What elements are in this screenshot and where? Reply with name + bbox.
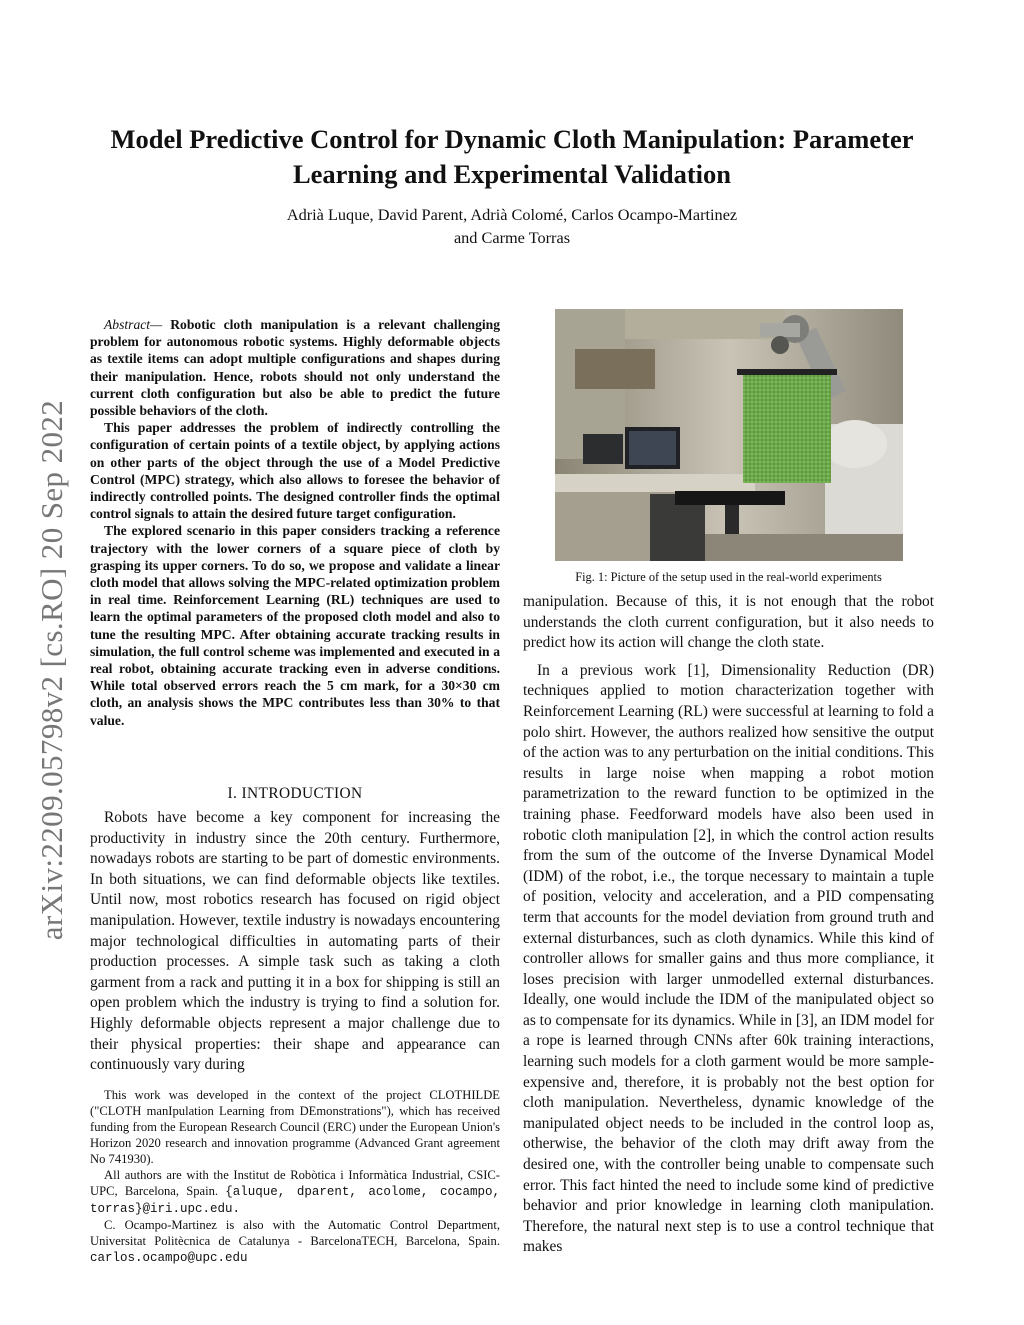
- abstract-text-1: Robotic cloth manipulation is a relevant challenging problem for autonomous robotic systems. Highly deformable objects as textile items can adopt multiple configurations and shapes during their manipulation. Hence, robots should not only understand the current cloth configuration but also be able to predict the future possible behaviors of the cloth.: [90, 317, 500, 419]
- grasping-bar: [737, 369, 837, 375]
- floor: [705, 534, 903, 561]
- figure-1-caption: Fig. 1: Picture of the setup used in the real-world experiments: [575, 570, 882, 584]
- abstract-paragraph-3: The explored scenario in this paper considers tracking a reference trajectory with the lower corners of a square piece of cloth by grasping its upper corners. To do so, we propose and validate a linear cloth model that allows solving the MPC-related optimization problem in real time. Reinforcement Learning (RL) techniques are used to learn the optimal parameters of the proposed cloth model and also to tune the resulting MPC. After obtaining accurate tracking results in simulation, the full control scheme was implemented and executed in a real robot, obtaining accurate tracking even in adverse conditions. While total observed errors reach the 5 cm mark, for a 30×30 cm cloth, an analysis shows the MPC contributes less than 30% to that value.: [90, 523, 500, 728]
- intro-paragraph-1: Robots have become a key component for increasing the productivity in industry since the 20th century. Furthermore, nowadays robots are starting to be part of domestic environments. In both situations, we can find deformable objects like textiles. Until now, most robotics research has focused on rigid object manipulation. However, textile industry is nowadays encountering major technological difficulties in automating parts of their production processes. A simple task such as taking a cloth garment from a rack and putting it in a box for shipping is still an open problem which the industry is trying to find a solution for. Highly deformable objects represent a major challenge due to their physical properties: their shape and appearance can continuously vary during: [90, 809, 500, 1074]
- abstract-paragraph-2: This paper addresses the problem of indirectly controlling the configuration of certain points of a textile object, by applying actions on other parts of the object through the use of a Model Predictive Control (MPC) strategy, which also allows to foresee the behavior of indirectly controlled points. The designed controller finds the optimal control signals to attain the desired future target configuration.: [90, 420, 500, 522]
- figure-1-photo: [555, 309, 903, 561]
- footnotes: [90, 1087, 500, 1266]
- authors-line-2: and Carme Torras: [453, 228, 571, 247]
- abstract: [90, 316, 500, 729]
- monitor-left: [583, 434, 623, 464]
- monitor-screen: [629, 431, 676, 465]
- upc-email: carlos.ocampo@upc.edu: [90, 1251, 248, 1265]
- footnote-funding: This work was developed in the context of the project CLOTHILDE ("CLOTH manIpulation Learning from DEmonstrations"), which has received funding from the European Research Council (ERC) under the European Union's Horizon 2020 research and innovation programme (Advanced Grant agreement No 741930).: [90, 1088, 500, 1166]
- arxiv-identifier-margin: [32, 355, 72, 985]
- arxiv-stamp-text: arXiv:2209.05798v2 [cs.RO] 20 Sep 2022: [34, 399, 69, 941]
- introduction-left-column: [90, 808, 500, 1076]
- upc-affiliation-text: C. Ocampo-Martinez is also with the Automatic Control Department, Universitat Politècnica de Catalunya - BarcelonaTECH, Barcelona, Spain.: [90, 1218, 500, 1248]
- shelf: [575, 349, 655, 389]
- robot-wrist: [771, 336, 789, 354]
- camera-bar: [675, 491, 785, 505]
- right-paragraph-1: manipulation. Because of this, it is not enough that the robot understands the cloth current configuration, but it also needs to predict how its action will change the cloth state.: [523, 593, 934, 652]
- footnote-affiliation: [90, 1167, 500, 1217]
- author-emails: {aluque, dparent, acolome, cocampo, torras}@iri.upc.edu.: [90, 1185, 500, 1216]
- author-list: [150, 203, 874, 249]
- robot-shoulder: [823, 420, 887, 468]
- abstract-label: Abstract: [104, 317, 151, 332]
- cloth: [743, 375, 831, 483]
- section-heading-introduction: I. INTRODUCTION: [227, 785, 363, 802]
- introduction-right-column: [523, 592, 934, 1258]
- right-paragraph-2: In a previous work [1], Dimensionality Reduction (DR) techniques applied to motion characterization together with Reinforcement Learning (RL) were successful at learning to fold a polo shirt. However, the authors realized how sensitive the output of the action was to any perturbation on the initial conditions. This results in large noise when mapping a robot motion parametrization to the reward function to be optimized in the training phase. Feedforward models have also been used in robotic cloth manipulation [2], in which the control action results from the sum of the outcome of the Inverse Dynamical Model (IDM) of the robot, i.e., the torque necessary to maintain a tuple of position, velocity and acceleration, and a PID compensating term that accounts for the model deviation from ground truth and external disturbances, such as cloth dynamics. While this kind of controller allows for smaller gains and thus more compliance, it loses precision with larger unmodelled external disturbances. Ideally, one would include the IDM of the manipulated object so as to compensate for its dynamics. While in [3], an IDM model for a rope is learned through CNNs after 60k training interactions, learning such models for a cloth garment would be more sample-expensive and, therefore, it is probably not the best option for cloth manipulation. Nevertheless, dynamic knowledge of the manipulated object needs to be included in the control loop as, otherwise, the behavior of the cloth may drift away from the desired one, with the controller being unable to compensate such error. This fact hinted the need to include some kind of predictive behavior and prior knowledge in learning cloth manipulation. Therefore, the natural next step is to use a control technique that makes: [523, 661, 934, 1256]
- authors-line-1: Adrià Luque, David Parent, Adrià Colomé, Carlos Ocampo-Martinez: [286, 205, 738, 224]
- abstract-dash: —: [150, 317, 163, 332]
- abstract-paragraph-1: [90, 316, 500, 419]
- desk: [555, 474, 755, 492]
- setup-photo-illustration: [555, 309, 903, 561]
- footnote-upc: [90, 1217, 500, 1266]
- affiliation-text: All authors are with the Institut de Robòtica i Informàtica Industrial, CSIC-UPC, Barcelona, Spain.: [90, 1168, 500, 1198]
- robot-arm-lower: [760, 323, 800, 337]
- paper-title: Model Predictive Control for Dynamic Cloth Manipulation: Parameter Learning and Experimental Validation: [110, 124, 914, 189]
